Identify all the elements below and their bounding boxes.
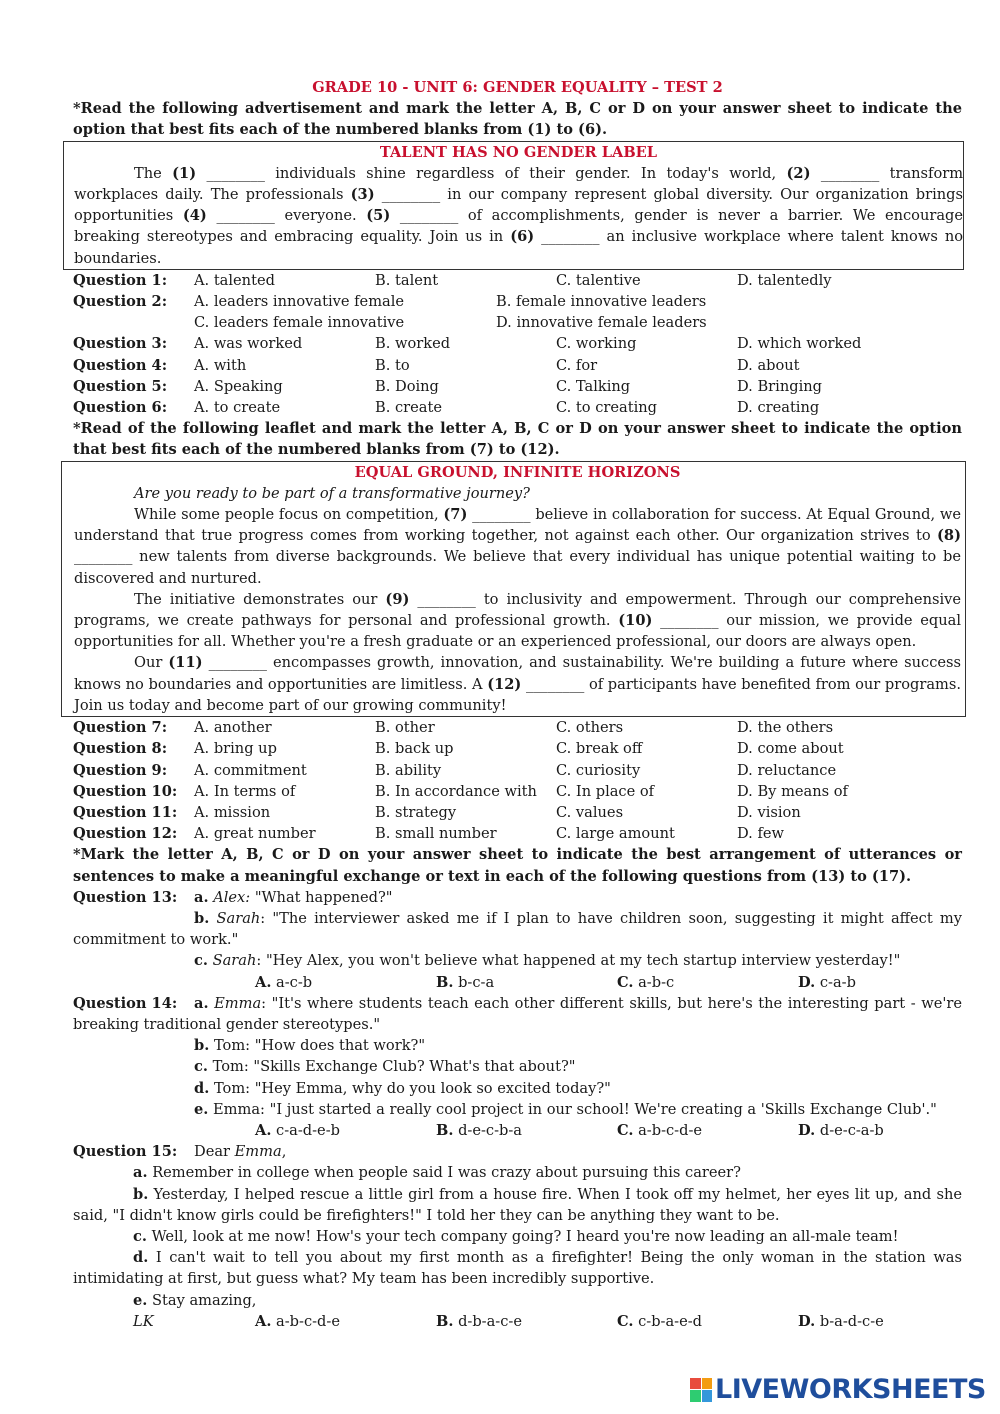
option-d[interactable]: D. the others: [737, 719, 834, 737]
option-b[interactable]: B. other: [375, 719, 435, 737]
q14-line-c: c. Tom: "Skills Exchange Club? What's that about?": [194, 1058, 576, 1076]
question-14: Question 14: a. Emma: "It's where students teach each other different skills, but here's the interesting part - we're breaking traditional gender stereotypes.": [73, 994, 962, 1033]
option-c[interactable]: C. to creating: [556, 399, 657, 417]
option-c[interactable]: C. a-b-c-d-e: [617, 1121, 703, 1139]
q13-options: [73, 972, 962, 993]
option-c[interactable]: C. values: [556, 803, 624, 821]
ad-heading: TALENT HAS NO GENDER LABEL: [379, 143, 658, 161]
option-b[interactable]: B. ability: [375, 761, 442, 779]
question-10: Question 10: A. In terms of B. In accordance with C. In place of D. By means of: [73, 781, 962, 802]
option-a[interactable]: A. Speaking: [194, 377, 283, 395]
option-b[interactable]: B. strategy: [375, 803, 457, 821]
page-title: GRADE 10 - UNIT 6: GENDER EQUALITY – TEST 2: [312, 79, 723, 96]
question-8: Question 8: A. bring up B. back up C. break off D. come about: [73, 738, 962, 759]
option-a[interactable]: A. great number: [194, 825, 316, 843]
option-a[interactable]: A. another: [194, 719, 272, 737]
leaflet-paragraph-2: The initiative demonstrates our (9) ________ to inclusivity and empowerment. Through our comprehensive programs, we create pathways for personal and professional growth. (10) ________ our mission, we provide equal opportunities for all. Whether you're a fresh graduate or an experienced professional, our doors are always open.: [74, 590, 962, 651]
leaflet-intro: Are you ready to be part of a transformative journey?: [134, 484, 530, 502]
option-b[interactable]: B. worked: [375, 335, 451, 353]
instruction-2: *Read of the following leaflet and mark the letter A, B, C or D on your answer sheet to indicate the option that best fits each of the numbered blanks from (7) to (12).: [73, 420, 962, 459]
question-7: Question 7: A. another B. other C. others D. the others: [73, 717, 962, 738]
option-b[interactable]: B. female innovative leaders: [496, 293, 707, 311]
option-b[interactable]: B. back up: [375, 740, 454, 758]
option-d[interactable]: D. Bringing: [737, 377, 822, 395]
instruction-3: *Mark the letter A, B, C or D on your answer sheet to indicate the best arrangement of utterances or sentences to make a meaningful exchange or text in each of the following questions from (13) to (17).: [73, 846, 962, 885]
option-d[interactable]: D. creating: [737, 399, 820, 417]
option-a[interactable]: A. commitment: [194, 761, 307, 779]
option-d[interactable]: D. By means of: [737, 782, 848, 800]
q15-line-a: a. Remember in college when people said I was crazy about pursuing this career?: [133, 1164, 741, 1182]
option-d[interactable]: D. about: [737, 356, 800, 374]
option-c[interactable]: C. large amount: [556, 825, 675, 843]
option-c[interactable]: C. talentive: [556, 271, 641, 289]
question-15: Question 15: Dear Emma,: [73, 1143, 287, 1161]
option-b[interactable]: B. talent: [375, 271, 439, 289]
question-2: Question 2: A. leaders innovative female B. female innovative leaders: [73, 291, 962, 312]
option-a[interactable]: A. leaders innovative female: [194, 293, 405, 311]
option-c[interactable]: C. break off: [556, 740, 643, 758]
option-b[interactable]: B. create: [375, 399, 442, 417]
advertisement-box: [63, 141, 964, 270]
option-d[interactable]: D. few: [737, 825, 784, 843]
logo-text: LIVEWORKSHEETS: [715, 1374, 986, 1405]
option-b[interactable]: B. d-b-a-c-e: [436, 1312, 522, 1330]
option-b[interactable]: B. to: [375, 356, 410, 374]
option-a[interactable]: A. In terms of: [194, 782, 296, 800]
option-d[interactable]: D. b-a-d-c-e: [798, 1312, 884, 1330]
logo-grid-icon: [690, 1378, 712, 1402]
option-c[interactable]: C. for: [556, 356, 598, 374]
q13-line-b: b. Sarah: "The interviewer asked me if I plan to have children soon, suggesting it might affect my commitment to work.": [73, 909, 963, 949]
instruction-1: *Read the following advertisement and mark the letter A, B, C or D on your answer sheet to indicate the option that best fits each of the numbered blanks from (1) to (6).: [73, 100, 962, 139]
q15-line-b: b. Yesterday, I helped rescue a little girl from a house fire. When I took off my helmet, her eyes lit up, and she said, "I didn't know girls could be firefighters!" I told her they can be anything they want to be.: [73, 1185, 962, 1224]
q14-line-e: e. Emma: "I just started a really cool project in our school! We're creating a 'Skills Exchange Club'.": [194, 1100, 937, 1118]
question-5: Question 5: A. Speaking B. Doing C. Talking D. Bringing: [73, 376, 962, 397]
option-a[interactable]: A. a-c-b: [255, 973, 313, 991]
option-b[interactable]: B. b-c-a: [436, 973, 495, 991]
q14-line-d: d. Tom: "Hey Emma, why do you look so excited today?": [194, 1079, 611, 1097]
option-b[interactable]: B. small number: [375, 825, 497, 843]
leaflet-box: [61, 461, 966, 717]
option-a[interactable]: A. c-a-d-e-b: [255, 1121, 340, 1139]
signature: LK: [133, 1312, 154, 1330]
option-a[interactable]: A. mission: [194, 803, 271, 821]
q15-line-e: e. Stay amazing,: [133, 1291, 257, 1309]
option-d[interactable]: D. come about: [737, 740, 844, 758]
leaflet-paragraph-1: While some people focus on competition, (7) ________ believe in collaboration for success. At Equal Ground, we understand that true progress comes from working together, not against each other. Our organization strives to (8) ________ new talents from diverse backgrounds. We believe that every individual has unique potential waiting to be discovered and nurtured.: [74, 506, 961, 587]
option-a[interactable]: A. bring up: [194, 740, 277, 758]
option-c[interactable]: C. others: [556, 719, 624, 737]
leaflet-heading: EQUAL GROUND, INFINITE HORIZONS: [354, 463, 681, 481]
option-a[interactable]: A. with: [194, 356, 247, 374]
option-c[interactable]: C. working: [556, 335, 637, 353]
option-d[interactable]: D. reluctance: [737, 761, 837, 779]
q13-line-c: c. Sarah: "Hey Alex, you won't believe what happened at my tech startup interview yesterday!": [194, 952, 901, 970]
question-12: Question 12: A. great number B. small number C. large amount D. few: [73, 823, 962, 844]
liveworksheets-logo: [690, 1374, 986, 1405]
option-d[interactable]: D. c-a-b: [798, 973, 856, 991]
q14-line-b: b. Tom: "How does that work?": [194, 1037, 426, 1055]
option-d[interactable]: D. d-e-c-a-b: [798, 1121, 884, 1139]
question-11: Question 11: A. mission B. strategy C. values D. vision: [73, 802, 962, 823]
option-d[interactable]: D. which worked: [737, 335, 862, 353]
option-c[interactable]: C. c-b-a-e-d: [617, 1312, 703, 1330]
leaflet-paragraph-3: Our (11) ________ encompasses growth, innovation, and sustainability. We're building a future where success knows no boundaries and opportunities are limitless. A (12) ________ of participants have benefited from our programs. Join us today and become part of our growing community!: [74, 654, 962, 714]
option-d[interactable]: D. talentedly: [737, 271, 832, 289]
q15-line-c: c. Well, look at me now! How's your tech company going? I heard you're now leading an all-male team!: [133, 1227, 899, 1245]
option-b[interactable]: B. Doing: [375, 377, 439, 395]
question-1: Question 1: A. talented B. talent C. talentive D. talentedly: [73, 270, 962, 291]
option-c[interactable]: C. curiosity: [556, 761, 641, 779]
question-2-row-2: [73, 312, 962, 333]
option-b[interactable]: B. d-e-c-b-a: [436, 1121, 522, 1139]
question-13: Question 13: a. Alex: "What happened?": [73, 888, 393, 906]
question-6: Question 6: A. to create B. create C. to creating D. creating: [73, 397, 962, 418]
option-a[interactable]: A. a-b-c-d-e: [255, 1312, 340, 1330]
option-c[interactable]: C. leaders female innovative: [194, 314, 405, 332]
option-a[interactable]: A. was worked: [194, 335, 303, 353]
option-d[interactable]: D. innovative female leaders: [496, 314, 707, 332]
option-c[interactable]: C. Talking: [556, 377, 631, 395]
option-d[interactable]: D. vision: [737, 803, 801, 821]
option-c[interactable]: C. a-b-c: [617, 973, 675, 991]
question-9: Question 9: A. commitment B. ability C. curiosity D. reluctance: [73, 760, 962, 781]
q15-options: [73, 1311, 962, 1332]
worksheet-page: [73, 77, 962, 1332]
option-c[interactable]: C. In place of: [556, 782, 655, 800]
question-4: Question 4: A. with B. to C. for D. about: [73, 355, 962, 376]
q15-line-d: d. I can't wait to tell you about my first month as a firefighter! Being the only woman in the station was intimidating at first, but guess what? My team has been incredibly supportive.: [73, 1249, 963, 1288]
option-b[interactable]: B. In accordance with: [375, 782, 537, 800]
ad-paragraph: The (1) ________ individuals shine regardless of their gender. In today's world, (2) ________ transform workplaces daily. The professionals (3) ________ in our company represent global diversity. Our organization brings opportunities (4) ________ everyone. (5) ________ of accomplishments, gender is never a barrier. We encourage breaking stereotypes and embracing equality. Join us in (6) ________ an inclusive workplace where talent knows no boundaries.: [74, 164, 964, 267]
q14-options: [73, 1120, 962, 1141]
option-a[interactable]: A. talented: [194, 271, 275, 289]
option-a[interactable]: A. to create: [194, 399, 281, 417]
question-3: Question 3: A. was worked B. worked C. working D. which worked: [73, 333, 962, 354]
